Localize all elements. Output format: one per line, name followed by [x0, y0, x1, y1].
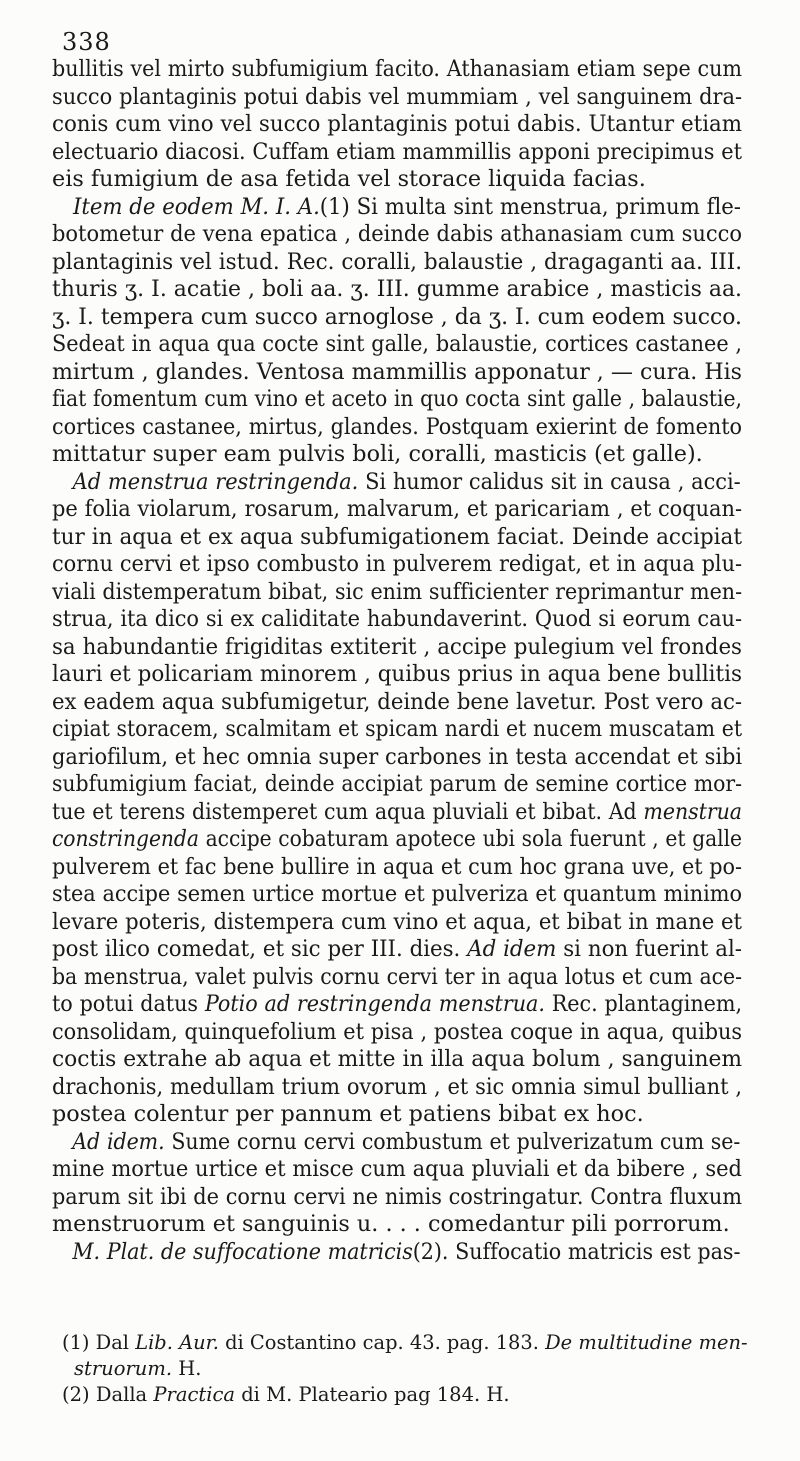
text-span: botometur de vena epatica , deinde dabis athanasiam cum succo: [52, 221, 743, 247]
text-span: levare poteris, distempera cum vino et aqua, et bibat in mane et: [52, 908, 743, 935]
text-span: consolidam, quinquefolium et pisa , postea coque in aqua, quibus: [52, 1018, 743, 1045]
text-span: coctis extrahe ab aqua et mitte in illa aqua bolum , sanguinem: [52, 1046, 743, 1072]
text-line: [52, 771, 742, 799]
text-span: succo plantaginis potui dabis vel mummiam , vel sanguinem dra-: [52, 83, 743, 110]
text-span: Rec. plantaginem,: [544, 991, 743, 1017]
text-line: [52, 881, 742, 909]
text-line: [52, 56, 742, 84]
page-number: 338: [62, 28, 111, 56]
text-line: [52, 909, 742, 937]
text-span: postea colentur per pannum et patiens bibat ex hoc.: [52, 1101, 644, 1127]
text-span: tur in aqua et ex aqua subfumigationem faciat. Deinde accipiat: [52, 523, 742, 550]
text-span: (2). Suffocatio matricis est pas-: [412, 1238, 741, 1265]
text-span: fiat fomentum cum vino et aceto in quo cocta sint galle , balaustie,: [52, 386, 742, 412]
text-line: [52, 414, 742, 442]
text-line: [52, 854, 742, 882]
text-span: cornu cervi et ipso combusto in pulverem redigat, et in aqua plu-: [52, 551, 743, 577]
text-span: lauri et policariam minorem , quibus prius in aqua bene bullitis: [52, 661, 742, 687]
text-span: menstruorum et sanguinis u. . . . comedantur pili porrorum.: [52, 1211, 730, 1237]
text-line: [52, 496, 742, 524]
text-span: mirtum , glandes. Ventosa mammillis apponatur , — cura. His: [52, 358, 742, 385]
text-line: [52, 606, 742, 634]
text-line: [52, 249, 742, 277]
text-line: [52, 276, 742, 304]
text-line: [52, 304, 742, 332]
italic-text: Item de eodem M. I. A.: [72, 193, 320, 220]
text-span: ba menstrua, valet pulvis cornu cervi ter in aqua lotus et cum ace-: [52, 963, 742, 990]
text-line: [52, 991, 742, 1019]
text-line: [52, 139, 742, 167]
footnote-line: [62, 1330, 748, 1356]
text-span: Sume cornu cervi combustum et pulverizatum cum se-: [164, 1128, 741, 1155]
text-line: [52, 1019, 742, 1047]
text-line: [52, 111, 742, 139]
text-line: [52, 744, 742, 772]
text-span: (1) Si multa sint menstrua, primum fle-: [319, 193, 741, 220]
italic-text: Ad idem.: [72, 1128, 165, 1155]
text-span: accipe cobaturam apotece ubi sola fuerunt , et galle: [198, 826, 743, 852]
text-span: gariofilum, et hec omnia super carbones in testa accendat et sibi: [52, 743, 743, 770]
italic-text: menstrua: [643, 798, 742, 825]
text-line: [52, 221, 742, 249]
text-span: thuris ʒ. I. acatie , boli aa. ʒ. III. gumme arabice , masticis aa.: [52, 276, 742, 302]
text-span: electuario diacosi. Cuffam etiam mammillis apponi precipimus et: [52, 138, 742, 165]
text-line: [52, 386, 742, 414]
text-span: si non fuerint al-: [556, 936, 742, 962]
text-line: [52, 84, 742, 112]
text-line: [52, 1046, 742, 1074]
italic-text: Lib. Aur.: [135, 1331, 219, 1354]
text-span: ex eadem aqua subfumigetur, deinde bene lavetur. Post vero ac-: [52, 688, 742, 715]
text-line: [52, 359, 742, 387]
text-line: [52, 331, 742, 359]
text-line: [52, 1156, 742, 1184]
body-text: [52, 56, 742, 1266]
text-span: conis cum vino vel succo plantaginis potui dabis. Utantur etiam: [52, 111, 743, 137]
text-line: [52, 716, 742, 744]
text-span: Sedeat in aqua qua cocte sint galle, balaustie, cortices castanee ,: [52, 331, 742, 357]
text-span: eis fumigium de asa fetida vel storace liquida facias.: [52, 166, 646, 192]
text-span: parum sit ibi de cornu cervi ne nimis costringatur. Contra fluxum: [52, 1183, 743, 1210]
text-span: pe folia violarum, rosarum, malvarum, et paricariam , et coquan-: [52, 496, 742, 522]
text-span: cipiat storacem, scalmitam et spicam nardi et nucem muscatam et: [52, 716, 743, 742]
text-span: pulverem et fac bene bullire in aqua et cum hoc grana uve, et po-: [52, 853, 742, 880]
text-span: (2) Dalla: [62, 1383, 154, 1406]
text-span: ʒ. I. tempera cum succo arnoglose , da ʒ. I. cum eodem succo.: [52, 303, 743, 330]
text-line: [52, 194, 741, 222]
text-span: viali distemperatum bibat, sic enim sufficienter reprimantur men-: [52, 578, 743, 605]
text-span: di Costantino cap. 43. pag. 183.: [218, 1331, 546, 1354]
text-line: [52, 689, 742, 717]
text-span: post ilico comedat, et sic per III. dies.: [52, 936, 468, 962]
text-line: [52, 936, 742, 964]
italic-text: M. Plat. de suffocatione matricis: [72, 1238, 413, 1265]
text-span: mine mortue urtice et misce cum aqua pluviali et da bibere , sed: [52, 1156, 742, 1182]
text-span: Si humor calidus sit in causa , acci-: [358, 468, 741, 495]
italic-text: Ad idem: [467, 936, 557, 962]
text-span: cortices castanee, mirtus, glandes. Postquam exierint de fomento: [52, 413, 743, 440]
text-line: [52, 441, 742, 469]
text-line: [52, 634, 742, 662]
text-span: plantaginis vel istud. Rec. coralli, balaustie , dragaganti aa. III.: [52, 248, 743, 275]
text-line: [52, 1074, 742, 1102]
text-line: [52, 964, 742, 992]
text-span: tue et terens distemperet cum aqua pluviali et bibat. Ad: [52, 798, 644, 825]
text-span: H.: [172, 1357, 202, 1380]
footnote-line: [62, 1382, 748, 1408]
italic-text: constringenda: [52, 826, 199, 852]
text-span: stea accipe semen urtice mortue et pulveriza et quantum minimo: [52, 881, 742, 907]
text-line: [52, 524, 742, 552]
text-line: [52, 826, 742, 854]
text-span: subfumigium faciat, deinde accipiat parum de semine cortice mor-: [52, 771, 742, 797]
text-line: [52, 1184, 742, 1212]
italic-text: Practica: [153, 1383, 235, 1406]
text-line: [52, 1101, 742, 1129]
text-span: strua, ita dico si ex caliditate habundaverint. Quod si eorum cau-: [52, 606, 743, 632]
italic-text: Ad menstrua restringenda.: [72, 468, 359, 495]
text-span: sa habundantie frigiditas extiterit , accipe pulegium vel frondes: [52, 633, 742, 660]
footnote-line: [62, 1356, 748, 1382]
text-span: to potui datus: [52, 991, 205, 1017]
text-line: [52, 166, 742, 194]
italic-text: struorum.: [74, 1357, 173, 1380]
text-line: [52, 551, 742, 579]
text-line: [52, 799, 742, 827]
footnotes: [62, 1330, 748, 1408]
text-line: [52, 1239, 740, 1267]
text-line: [52, 661, 742, 689]
text-span: di M. Plateario pag 184. H.: [235, 1383, 510, 1406]
italic-text: De multitudine men-: [545, 1331, 748, 1354]
text-span: drachonis, medullam trium ovorum , et sic omnia simul bulliant ,: [52, 1073, 743, 1100]
text-span: bullitis vel mirto subfumigium facito. Athanasiam etiam sepe cum: [52, 56, 742, 82]
text-line: [52, 1129, 740, 1157]
text-line: [52, 579, 742, 607]
text-line: [52, 1211, 742, 1239]
text-span: (1) Dal: [62, 1331, 136, 1354]
text-line: [52, 469, 741, 497]
text-span: mittatur super eam pulvis boli, coralli, masticis (et galle).: [52, 441, 703, 467]
italic-text: Potio ad restringenda menstrua.: [204, 991, 545, 1017]
